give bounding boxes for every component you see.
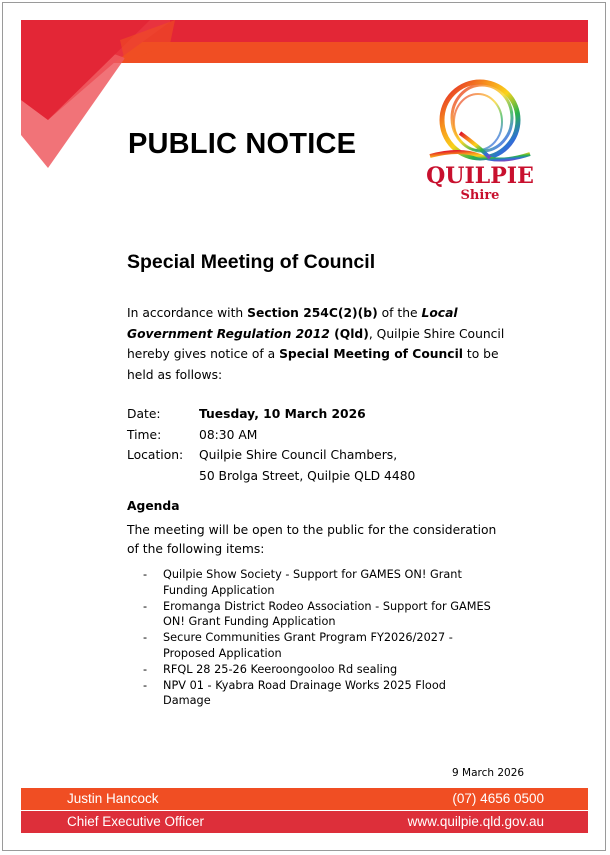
location-line-1: Quilpie Shire Council Chambers, — [199, 448, 398, 462]
phone-number: (07) 4656 0500 — [452, 791, 544, 806]
location-label: Location: — [127, 448, 184, 462]
footer-bar-bottom — [21, 811, 588, 833]
logo-subtitle: Shire — [460, 188, 500, 203]
list-item: - RFQL 28 25-26 Keeroongooloo Rd sealing — [143, 662, 398, 676]
ceo-title: Chief Executive Officer — [67, 814, 205, 829]
date-value: Tuesday, 10 March 2026 — [199, 407, 366, 421]
logo-wordmark: QUILPIE — [426, 163, 534, 189]
ceo-name: Justin Hancock — [67, 791, 159, 806]
issue-date: 9 March 2026 — [452, 767, 525, 779]
footer-bar-top — [21, 788, 588, 810]
list-item: - Secure Communities Grant Program FY2026/2027 - Proposed Application — [143, 631, 453, 660]
agenda-intro: The meeting will be open to the public for the consideration of the following items: — [127, 523, 497, 556]
intro-paragraph: In accordance with Section 254C(2)(b) of the Local Government Regulation 2012 (Qld), Quilpie Shire Council hereby gives notice of a Special Meeting of Council to be held as follows: — [127, 306, 505, 382]
agenda-heading: Agenda — [127, 499, 180, 513]
meeting-heading: Special Meeting of Council — [127, 251, 376, 273]
date-label: Date: — [127, 407, 161, 421]
time-value: 08:30 AM — [199, 427, 258, 442]
notice-title: PUBLIC NOTICE — [128, 128, 357, 160]
time-label: Time: — [127, 427, 162, 442]
agenda-list — [143, 567, 493, 709]
location-line-2: 50 Brolga Street, Quilpie QLD 4480 — [199, 468, 416, 483]
list-item: - Quilpie Show Society - Support for GAMES ON! Grant Funding Application — [143, 568, 462, 597]
list-item: - Eromanga District Rodeo Association - Support for GAMES ON! Grant Funding Application — [143, 599, 491, 629]
website-link[interactable]: www.quilpie.qld.gov.au — [407, 814, 544, 829]
list-item: - NPV 01 - Kyabra Road Drainage Works 2025 Flood Damage — [143, 678, 446, 708]
